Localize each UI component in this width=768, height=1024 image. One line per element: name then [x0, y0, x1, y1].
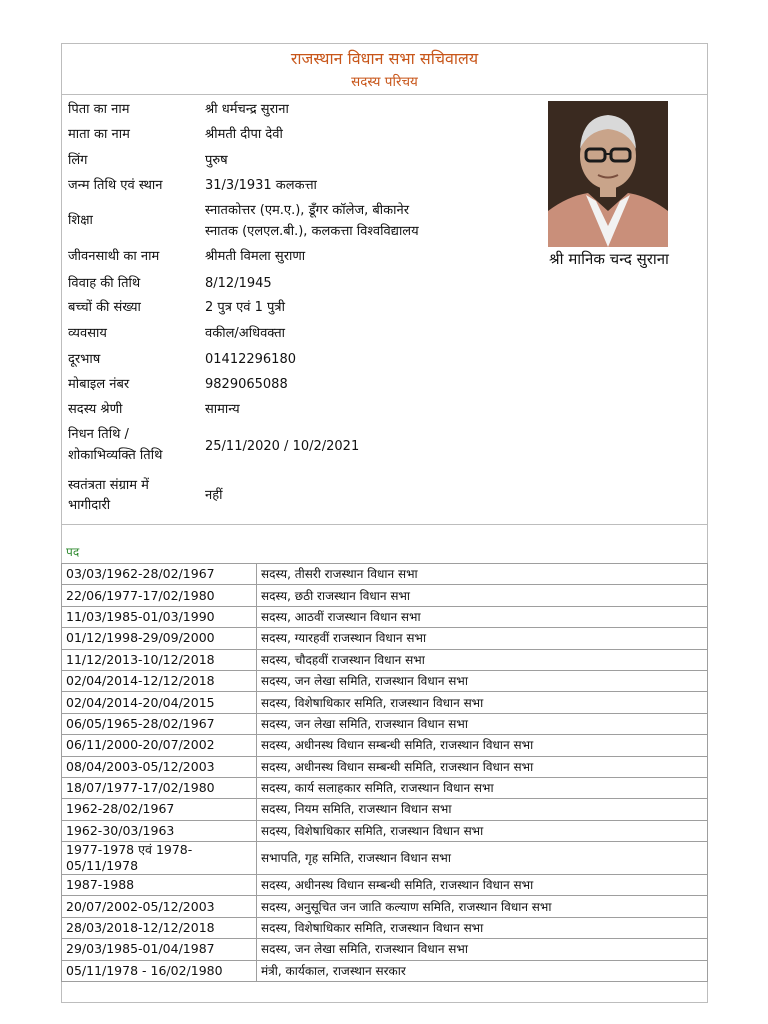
value: 31/3/1931 कलकत्ता: [205, 178, 317, 193]
label: सदस्य श्रेणी: [68, 402, 123, 417]
label: दूरभाष: [68, 352, 101, 367]
page-subtitle: सदस्य परिचय: [351, 74, 418, 90]
section-divider: [61, 524, 708, 525]
label-line-2: भागीदारी: [68, 498, 111, 513]
label: पिता का नाम: [68, 102, 130, 117]
table-row: [62, 799, 708, 820]
post-title: सदस्य, नियम समिति, राजस्थान विधान सभा: [257, 799, 708, 820]
post-title: सदस्य, ग्यारहवीं राजस्थान विधान सभा: [257, 628, 708, 649]
table-row: [62, 713, 708, 734]
post-date: 02/04/2014-20/04/2015: [62, 692, 257, 713]
post-date: 02/04/2014-12/12/2018: [62, 670, 257, 691]
post-title: सदस्य, अधीनस्थ विधान सम्बन्धी समिति, राजस्थान विधान सभा: [257, 756, 708, 777]
post-title: सदस्य, जन लेखा समिति, राजस्थान विधान सभा: [257, 670, 708, 691]
post-title: सदस्य, आठवीं राजस्थान विधान सभा: [257, 606, 708, 627]
post-date: 22/06/1977-17/02/1980: [62, 585, 257, 606]
photo-caption: श्री मानिक चन्द सुराना: [549, 250, 669, 268]
post-date: 08/04/2003-05/12/2003: [62, 756, 257, 777]
post-date: 01/12/1998-29/09/2000: [62, 628, 257, 649]
value: 8/12/1945: [205, 276, 272, 291]
table-row: [62, 917, 708, 938]
post-title: सदस्य, जन लेखा समिति, राजस्थान विधान सभा: [257, 939, 708, 960]
table-row: [62, 670, 708, 691]
post-title: सभापति, गृह समिति, राजस्थान विधान सभा: [257, 842, 708, 875]
table-row: [62, 606, 708, 627]
table-row: [62, 564, 708, 585]
post-date: 11/12/2013-10/12/2018: [62, 649, 257, 670]
page-header: [61, 43, 708, 95]
posts-heading: पद: [66, 545, 80, 559]
post-date: 05/11/1978 - 16/02/1980: [62, 960, 257, 981]
value: 9829065088: [205, 377, 288, 392]
value: पुरुष: [205, 153, 228, 168]
member-photo: [548, 101, 668, 247]
post-title: सदस्य, जन लेखा समिति, राजस्थान विधान सभा: [257, 713, 708, 734]
label: मोबाइल नंबर: [68, 377, 130, 392]
post-title: सदस्य, विशेषाधिकार समिति, राजस्थान विधान सभा: [257, 692, 708, 713]
value: नहीं: [205, 488, 223, 503]
label: लिंग: [68, 153, 88, 168]
label: माता का नाम: [68, 127, 130, 142]
post-title: सदस्य, तीसरी राजस्थान विधान सभा: [257, 564, 708, 585]
post-date: 1962-28/02/1967: [62, 799, 257, 820]
table-row: [62, 735, 708, 756]
post-date: 28/03/2018-12/12/2018: [62, 917, 257, 938]
post-date: 1977-1978 एवं 1978-05/11/1978: [62, 842, 257, 875]
post-date: 29/03/1985-01/04/1987: [62, 939, 257, 960]
post-date: 11/03/1985-01/03/1990: [62, 606, 257, 627]
value: श्रीमती दीपा देवी: [205, 127, 283, 142]
value: श्रीमती विमला सुराणा: [205, 249, 306, 264]
post-title: सदस्य, अनुसूचित जन जाति कल्याण समिति, राजस्थान विधान सभा: [257, 896, 708, 917]
table-row: [62, 960, 708, 981]
row-death-date: [68, 425, 528, 465]
label: विवाह की तिथि: [68, 276, 141, 291]
value: 2 पुत्र एवं 1 पुत्री: [205, 300, 285, 315]
value: श्री धर्मचन्द्र सुराना: [205, 102, 289, 117]
label: स्वतंत्रता संग्राम में: [68, 478, 149, 493]
label: बच्चों की संख्या: [68, 300, 141, 315]
post-title: सदस्य, चौदहवीं राजस्थान विधान सभा: [257, 649, 708, 670]
table-row: [62, 756, 708, 777]
post-title: सदस्य, छठी राजस्थान विधान सभा: [257, 585, 708, 606]
posts-table: [61, 563, 708, 982]
table-row: [62, 820, 708, 841]
post-title: सदस्य, विशेषाधिकार समिति, राजस्थान विधान सभा: [257, 917, 708, 938]
table-row: [62, 692, 708, 713]
post-title: सदस्य, विशेषाधिकार समिति, राजस्थान विधान सभा: [257, 820, 708, 841]
value: 01412296180: [205, 352, 296, 367]
value: 25/11/2020 / 10/2/2021: [205, 439, 360, 454]
table-row: [62, 896, 708, 917]
post-date: 1987-1988: [62, 875, 257, 896]
post-date: 06/05/1965-28/02/1967: [62, 713, 257, 734]
table-row: [62, 842, 708, 875]
post-title: सदस्य, अधीनस्थ विधान सम्बन्धी समिति, राजस्थान विधान सभा: [257, 735, 708, 756]
value-line-2: स्नातक (एलएल.बी.), कलकत्ता विश्वविद्यालय: [205, 224, 419, 239]
label: व्यवसाय: [68, 326, 107, 341]
table-row: [62, 585, 708, 606]
page-title: राजस्थान विधान सभा सचिवालय: [290, 49, 479, 68]
label: शिक्षा: [68, 213, 93, 228]
label: जीवनसाथी का नाम: [68, 249, 160, 264]
post-date: 20/07/2002-05/12/2003: [62, 896, 257, 917]
table-row: [62, 875, 708, 896]
post-date: 06/11/2000-20/07/2002: [62, 735, 257, 756]
label-line-2: शोकाभिव्यक्ति तिथि: [68, 448, 163, 463]
post-date: 1962-30/03/1963: [62, 820, 257, 841]
post-title: सदस्य, अधीनस्थ विधान सम्बन्धी समिति, राजस्थान विधान सभा: [257, 875, 708, 896]
post-date: 18/07/1977-17/02/1980: [62, 777, 257, 798]
value: वकील/अधिवक्ता: [205, 326, 286, 341]
table-row: [62, 649, 708, 670]
row-freedom-struggle: [68, 476, 528, 516]
value: सामान्य: [205, 402, 240, 417]
post-date: 03/03/1962-28/02/1967: [62, 564, 257, 585]
table-row: [62, 777, 708, 798]
post-title: सदस्य, कार्य सलाहकार समिति, राजस्थान विधान सभा: [257, 777, 708, 798]
value: स्नातकोत्तर (एम.ए.), डूँगर कॉलेज, बीकानेर: [205, 203, 410, 218]
table-row: [62, 628, 708, 649]
row-education: [68, 201, 528, 241]
label: निधन तिथि /: [68, 427, 129, 442]
post-title: मंत्री, कार्यकाल, राजस्थान सरकार: [257, 960, 708, 981]
table-row: [62, 939, 708, 960]
label: जन्म तिथि एवं स्थान: [68, 178, 163, 193]
